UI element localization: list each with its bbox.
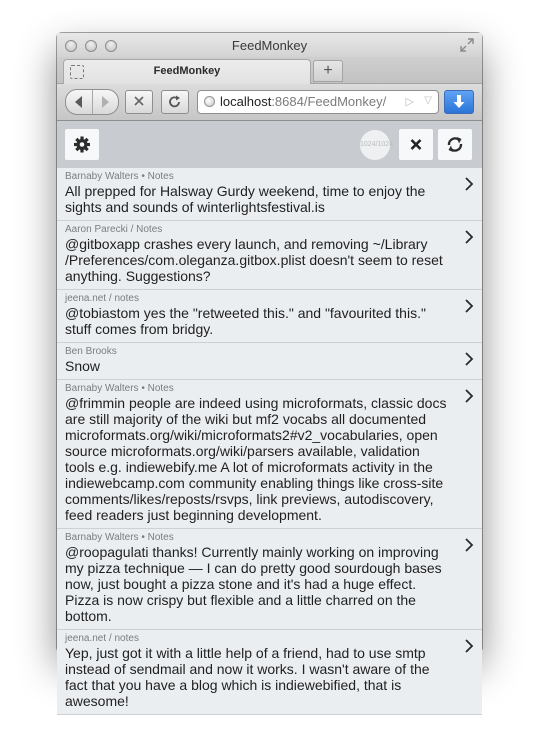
url-dropdown-icon[interactable]: ▽ xyxy=(424,95,432,106)
reload-icon xyxy=(162,91,188,113)
chevron-right-icon xyxy=(464,389,474,403)
gear-icon xyxy=(65,129,99,160)
stop-button[interactable] xyxy=(125,90,153,114)
chevron-right-icon xyxy=(464,538,474,552)
downloads-button[interactable] xyxy=(444,90,474,114)
url-host: localhost xyxy=(220,94,272,109)
reader-arrow-icon[interactable]: ▷ xyxy=(405,96,414,108)
forward-button[interactable] xyxy=(92,90,118,114)
chevron-right-icon xyxy=(464,230,474,244)
stop-x-icon xyxy=(126,91,152,113)
chevron-right-icon xyxy=(464,299,474,313)
tab-label: FeedMonkey xyxy=(153,65,221,77)
url-text[interactable] xyxy=(220,94,386,109)
feed-list xyxy=(57,168,482,709)
window-title: FeedMonkey xyxy=(231,38,308,53)
app-header xyxy=(57,121,482,168)
item-source: Barnaby Walters • Notes xyxy=(65,532,174,543)
item-text: @frimmin people are indeed using microformats, classic docs are still majority of the wiki but mf2 vocabs all documented microformats.org/wiki/microformats2#v2_vocabularies, open source microformats.org/wiki/parsers available, validation tools e.g. indiewebify.me A lot of microformats activity in the indiewebcamp.com community enabling things like cross-site comments/likes/reposts/rsvps, link previews, autodiscovery, feed readers just beginning development. xyxy=(65,395,447,523)
close-icon xyxy=(399,129,433,160)
globe-icon xyxy=(204,96,215,107)
forward-arrow-icon xyxy=(92,90,118,114)
feed-item[interactable] xyxy=(57,343,482,380)
unread-counter: 1024/1024 xyxy=(360,130,390,160)
chevron-right-icon xyxy=(464,639,474,653)
chevron-right-icon xyxy=(464,352,474,366)
back-button[interactable] xyxy=(66,90,93,114)
tab-bar xyxy=(57,57,482,84)
item-text: Snow xyxy=(65,358,101,374)
item-text: Yep, just got it with a little help of a friend, had to use smtp instead of sendmail and now it works. I wasn't aware of the fact that you have a blog which is indiewebified, that is awesome! xyxy=(65,645,430,709)
chevron-right-icon xyxy=(464,177,474,191)
reload-button[interactable] xyxy=(161,90,189,114)
sync-icon xyxy=(438,129,472,160)
navigation-buttons xyxy=(65,89,119,115)
item-text: All prepped for Halsway Gurdy weekend, time to enjoy the sights and sounds of winterlightsfestival.is xyxy=(65,183,426,215)
tab-feedmonkey[interactable] xyxy=(63,59,311,84)
sync-button[interactable] xyxy=(438,129,472,160)
close-button[interactable] xyxy=(399,129,433,160)
item-text: @gitboxapp crashes every launch, and removing ~/Library /Preferences/com.oleganza.gitbox.plist doesn't seem to reset anything. Suggestions? xyxy=(65,236,443,284)
item-source: Ben Brooks xyxy=(65,346,117,357)
address-bar[interactable] xyxy=(197,90,439,114)
feed-item[interactable] xyxy=(57,529,482,630)
browser-toolbar xyxy=(57,84,482,121)
download-arrow-icon xyxy=(445,91,473,113)
feed-item[interactable] xyxy=(57,168,482,221)
feed-item[interactable] xyxy=(57,630,482,715)
feed-item[interactable] xyxy=(57,290,482,343)
item-text: @tobiastom yes the "retweeted this." and "favourited this." stuff comes from bridgy. xyxy=(65,305,426,337)
feed-item[interactable] xyxy=(57,221,482,290)
browser-window xyxy=(57,33,482,709)
back-arrow-icon xyxy=(66,90,92,114)
item-source: jeena.net / notes xyxy=(65,293,139,304)
settings-button[interactable] xyxy=(65,129,99,160)
item-source: Barnaby Walters • Notes xyxy=(65,383,174,394)
item-source: jeena.net / notes xyxy=(65,633,139,644)
fullscreen-icon[interactable] xyxy=(460,38,474,52)
new-tab-button[interactable]: + xyxy=(313,60,343,82)
url-path: :8684/FeedMonkey/ xyxy=(271,94,387,109)
item-source: Barnaby Walters • Notes xyxy=(65,171,174,182)
feed-item[interactable] xyxy=(57,380,482,529)
item-source: Aaron Parecki / Notes xyxy=(65,224,163,235)
title-bar xyxy=(57,33,482,57)
item-text: @roopagulati thanks! Currently mainly working on improving my pizza technique — I can do pretty good sourdough bases now, just bought a pizza stone and it's had a huge effect. Pizza is now crispy but flexible and a little charred on the bottom. xyxy=(65,544,442,624)
